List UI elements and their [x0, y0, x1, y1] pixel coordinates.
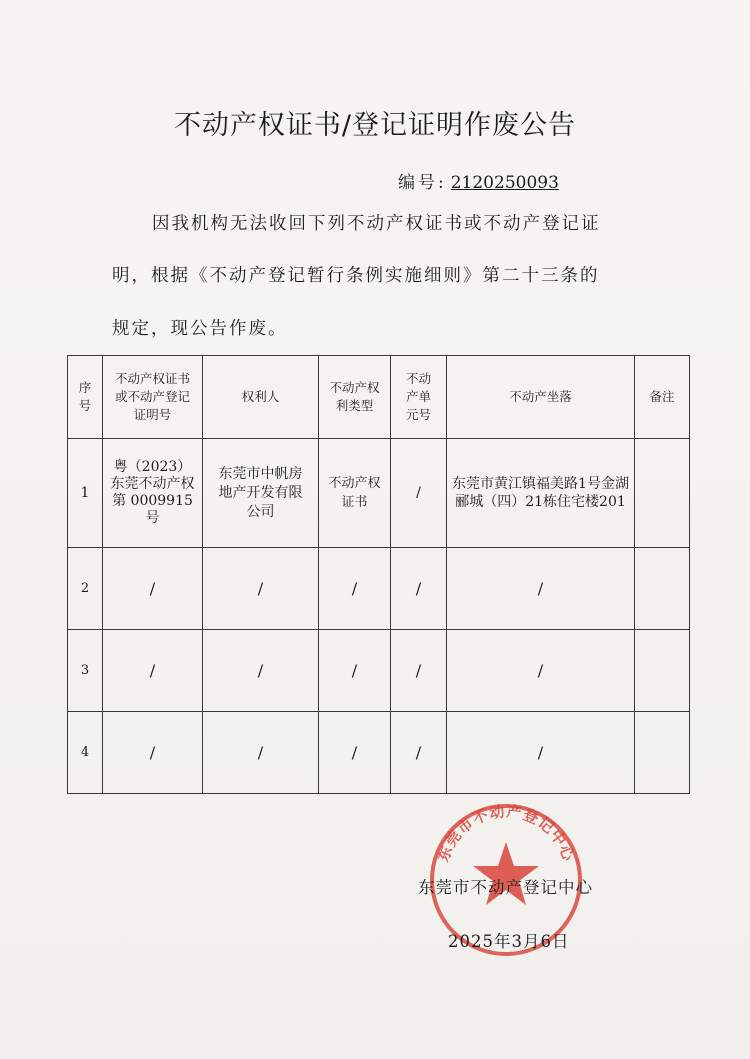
cell-holder: / [203, 712, 319, 794]
seal-text: 东莞市不动产登记中心 [434, 802, 578, 865]
header-cert: 不动产权证书或不动产登记证明号 [103, 356, 203, 439]
cell-unit: / [391, 712, 447, 794]
notice-number-label: 编号: [398, 173, 447, 193]
page-title: 不动产权证书/登记证明作废公告 [173, 110, 577, 141]
cell-seq: 4 [68, 712, 103, 794]
header-unit: 不动产单元号 [391, 356, 447, 439]
header-location: 不动产坐落 [447, 356, 635, 439]
cell-type: / [319, 630, 391, 712]
table-row [68, 712, 690, 794]
issue-date: 2025年3月6日 [448, 932, 570, 951]
cell-seq: 1 [68, 439, 103, 548]
cell-location: / [447, 712, 635, 794]
notice-number [398, 168, 559, 193]
cell-seq: 2 [68, 548, 103, 630]
cell-note [635, 712, 690, 794]
body-line-1: 因我机构无法收回下列不动产权证书或不动产登记证 [152, 214, 601, 234]
cell-location: / [447, 548, 635, 630]
table-row [68, 548, 690, 630]
cell-holder: / [203, 548, 319, 630]
body-line-3: 规定，现公告作废。 [112, 319, 288, 339]
header-holder: 权利人 [203, 356, 319, 439]
cell-unit: / [391, 630, 447, 712]
cell-note [635, 548, 690, 630]
header-note: 备注 [635, 356, 690, 439]
cell-note [635, 439, 690, 548]
cell-unit: / [391, 548, 447, 630]
cell-type: / [319, 548, 391, 630]
cell-holder: / [203, 630, 319, 712]
cell-cert: / [103, 712, 203, 794]
body-line-2: 明，根据《不动产登记暂行条例实施细则》第二十三条的 [112, 266, 600, 286]
cell-location: / [447, 630, 635, 712]
cell-location: 东莞市黄江镇福美路1号金湖郦城（四）21栋住宅楼201 [447, 439, 635, 548]
cell-unit: / [391, 439, 447, 548]
cell-cert: 粤（2023）东莞不动产权第 0009915号 [103, 439, 203, 548]
cell-holder: 东莞市中帆房地产开发有限公司 [203, 439, 319, 548]
cell-note [635, 630, 690, 712]
certificate-table [67, 355, 690, 794]
table-row [68, 439, 690, 548]
cell-type: 不动产权证书 [319, 439, 391, 548]
table-row [68, 630, 690, 712]
header-seq: 序号 [68, 356, 103, 439]
notice-number-value: 2120250093 [450, 173, 559, 193]
table-header-row [68, 356, 690, 439]
header-type: 不动产权利类型 [319, 356, 391, 439]
cell-cert: / [103, 548, 203, 630]
issuer-name: 东莞市不动产登记中心 [418, 878, 593, 897]
cell-cert: / [103, 630, 203, 712]
cell-type: / [319, 712, 391, 794]
cell-seq: 3 [68, 630, 103, 712]
